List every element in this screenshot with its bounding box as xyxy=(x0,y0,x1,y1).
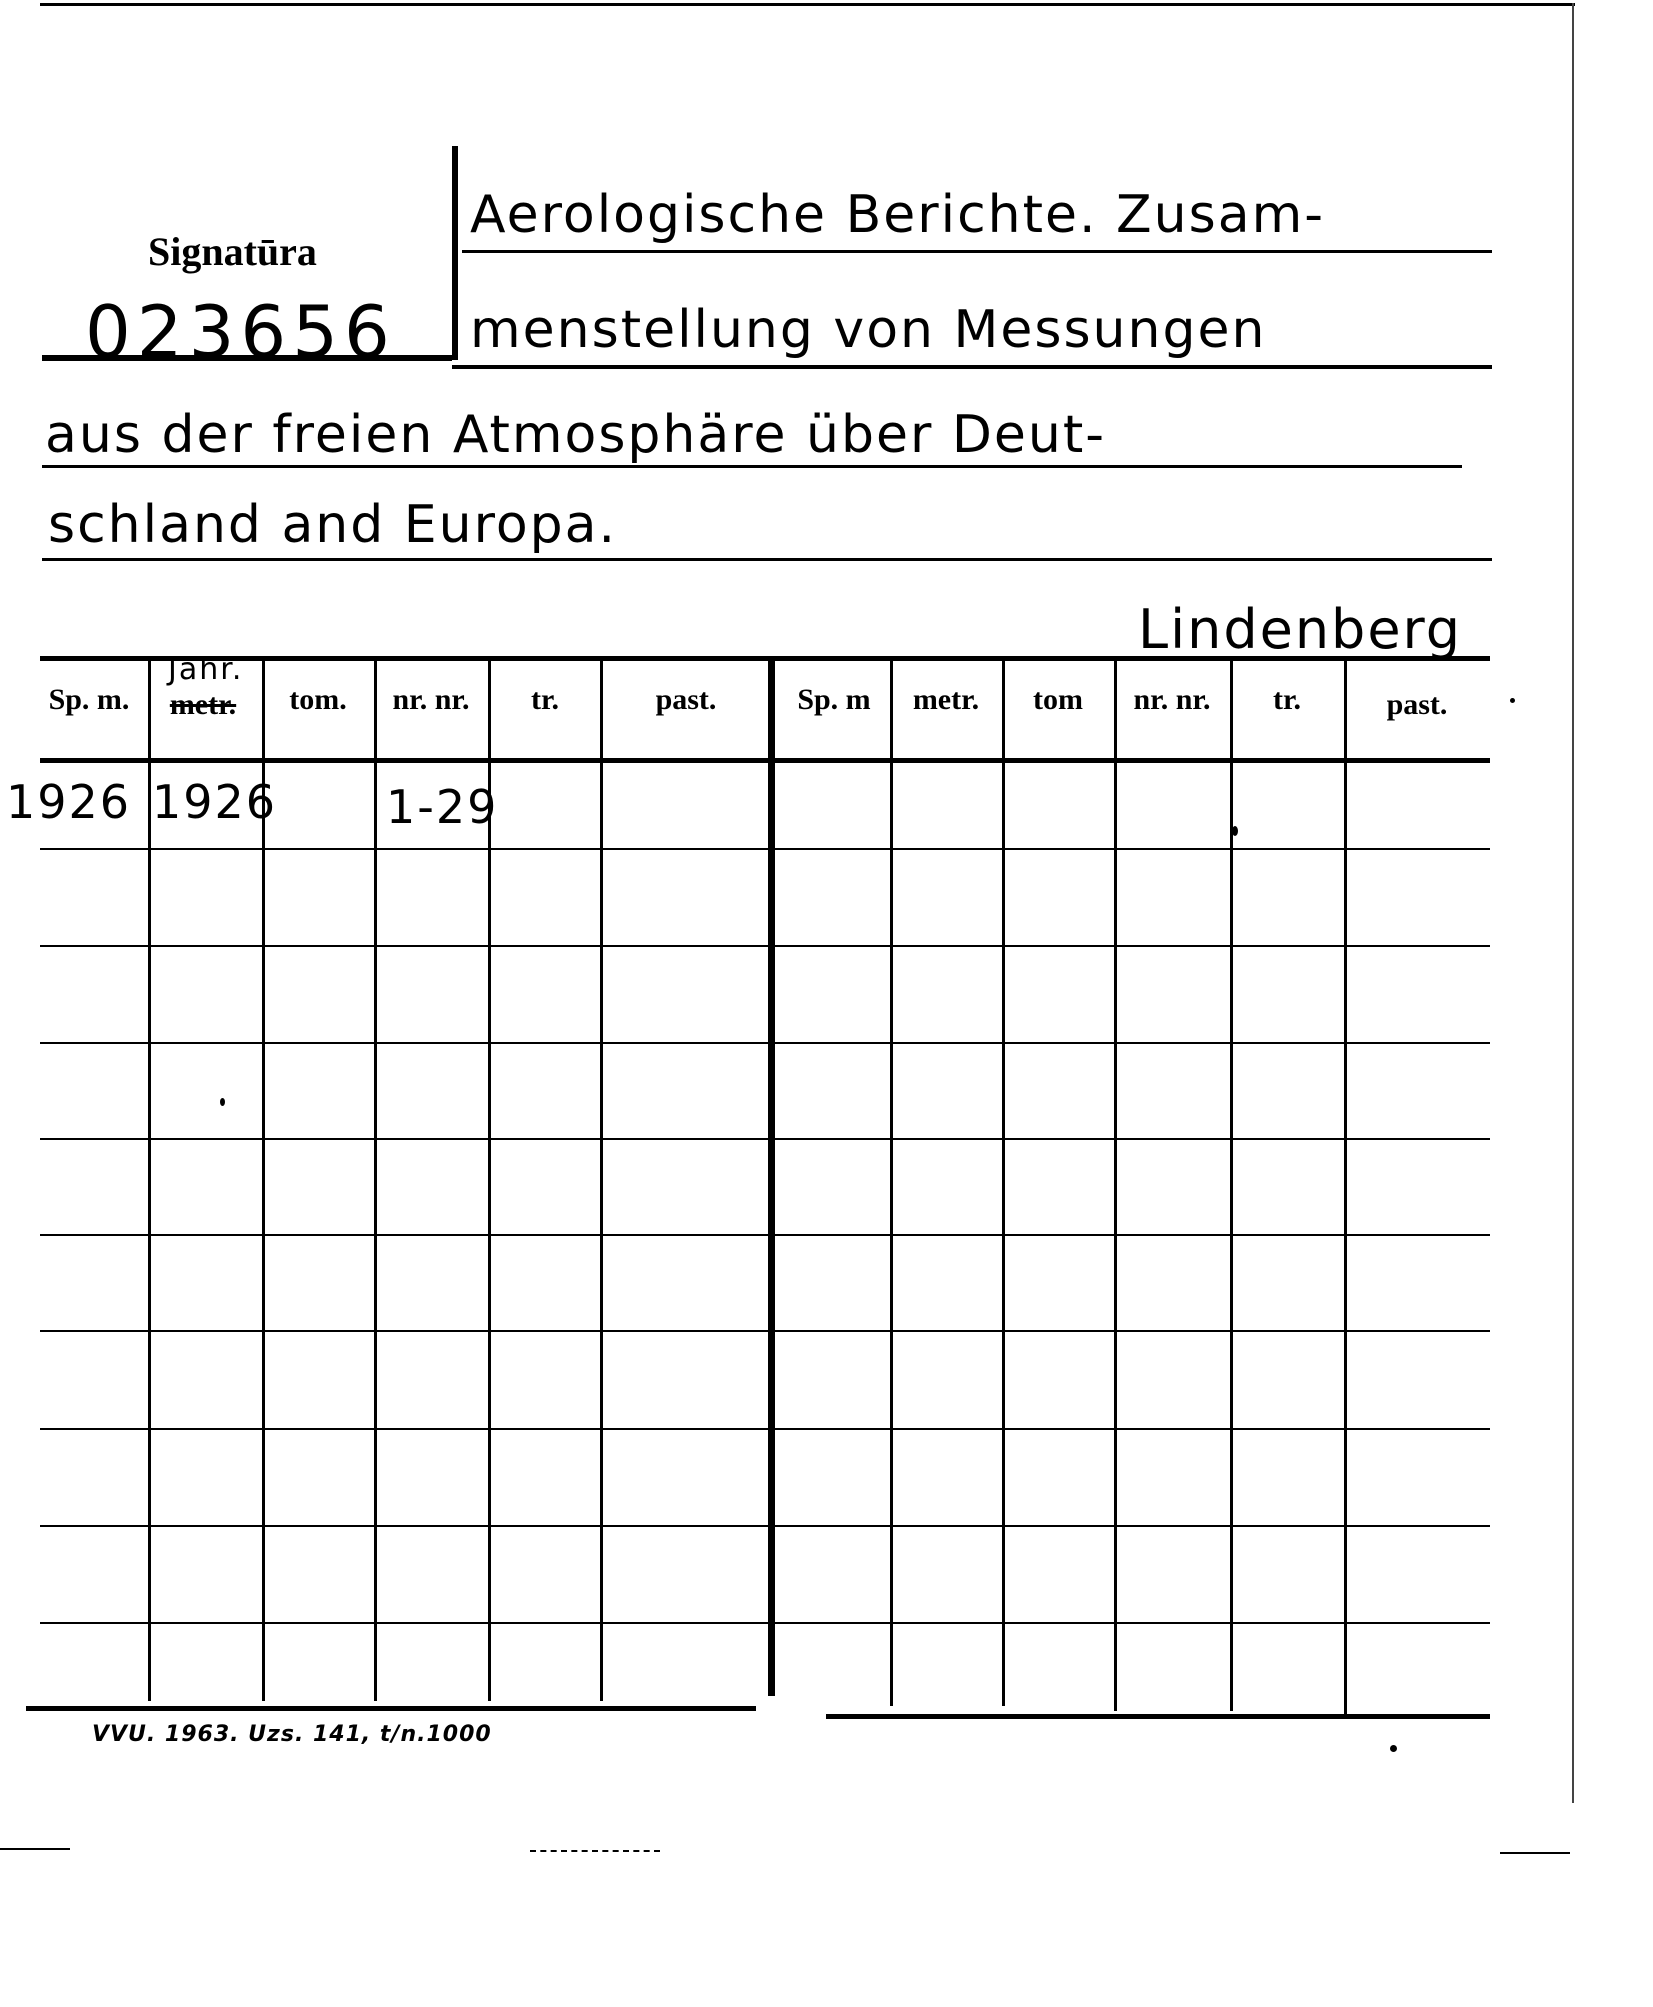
row-line xyxy=(40,1525,1490,1527)
scan-mark xyxy=(530,1850,660,1852)
header-nr-nr-right: nr. nr. xyxy=(1133,683,1211,716)
row-line xyxy=(40,1330,1490,1332)
col-line xyxy=(1114,656,1117,1711)
header-jahr-annotation: Jahr. xyxy=(168,652,244,687)
cell-nr-nr-1: 1-29 xyxy=(386,780,499,834)
header-metr-right: metr. xyxy=(912,683,980,716)
row-line xyxy=(40,1234,1490,1236)
row-line xyxy=(40,1042,1490,1044)
col-line xyxy=(890,656,893,1706)
signature-label: Signatūra xyxy=(148,229,317,274)
scan-speck xyxy=(1510,698,1515,703)
title-separator-bar xyxy=(452,146,458,360)
title-rule-4 xyxy=(42,558,1492,561)
card-right-border xyxy=(1572,3,1574,1803)
header-metr: metr. xyxy=(169,688,237,721)
title-line-1: Aerologische Berichte. Zusam- xyxy=(470,185,1326,245)
card-top-border xyxy=(40,3,1575,6)
scan-speck xyxy=(1390,1745,1397,1752)
row-line xyxy=(40,1622,1490,1624)
scan-mark xyxy=(1500,1852,1570,1854)
title-rule-1 xyxy=(462,250,1492,253)
signature-underline xyxy=(42,355,452,361)
col-line xyxy=(600,656,603,1701)
scan-mark xyxy=(0,1848,70,1850)
col-line xyxy=(1344,656,1347,1716)
header-tr: tr. xyxy=(530,683,560,716)
title-line-4: schland and Europa. xyxy=(48,495,618,555)
row-line xyxy=(40,945,1490,947)
cell-sp-m-1: 1926 xyxy=(6,775,132,829)
header-sp-m-right: Sp. m xyxy=(797,683,871,716)
col-line xyxy=(148,656,151,1701)
col-line xyxy=(1002,656,1005,1706)
title-line-3: aus der freien Atmosphäre über Deut- xyxy=(45,405,1107,465)
header-nr-nr: nr. nr. xyxy=(392,683,470,716)
col-line xyxy=(1230,656,1233,1711)
place-name: Lindenberg xyxy=(1138,598,1463,661)
header-tom-right: tom xyxy=(1033,683,1083,716)
header-past-right: past. xyxy=(1386,688,1448,721)
cell-metr-1: 1926 xyxy=(152,775,278,829)
title-rule-2 xyxy=(452,365,1492,369)
scan-speck xyxy=(220,1098,225,1106)
header-tr-right: tr. xyxy=(1272,683,1302,716)
col-line xyxy=(374,656,377,1701)
header-past: past. xyxy=(655,683,717,716)
table-top-rule xyxy=(40,656,1490,661)
scan-speck xyxy=(1232,826,1238,836)
row-line xyxy=(40,848,1490,850)
title-line-2: menstellung von Messungen xyxy=(470,300,1267,360)
footer-print-note: VVU. 1963. Uzs. 141, t/n.1000 xyxy=(92,1722,492,1747)
signature-number: 023656 xyxy=(85,290,396,374)
title-rule-3 xyxy=(42,465,1462,468)
table-bottom-rule-left xyxy=(26,1706,756,1711)
row-line xyxy=(40,1138,1490,1140)
header-sp-m: Sp. m. xyxy=(48,683,130,716)
table-header-rule xyxy=(40,758,1490,763)
table-center-divider xyxy=(768,656,775,1696)
row-line xyxy=(40,1428,1490,1430)
header-tom: tom. xyxy=(289,683,347,716)
table-bottom-rule-right xyxy=(826,1714,1490,1719)
